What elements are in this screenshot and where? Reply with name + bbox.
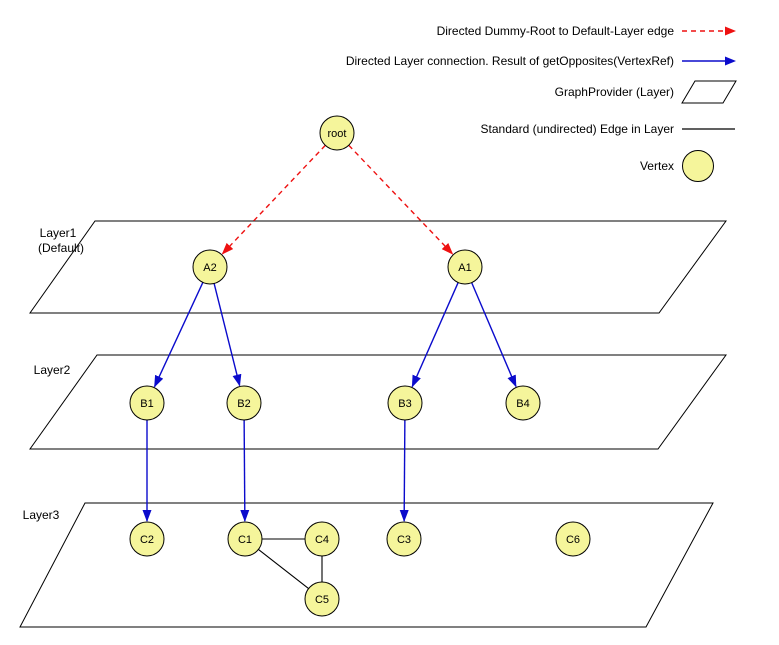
vertex-C1: [228, 522, 262, 556]
vertex-C2: [130, 522, 164, 556]
vertex-C5: [305, 582, 339, 616]
vertex-label-A1: A1: [458, 262, 472, 274]
vertex-C3: [387, 522, 421, 556]
vertex-root: [320, 116, 354, 150]
vertex-label-C3: C3: [396, 534, 412, 546]
vertex-label-C4: C4: [314, 534, 330, 546]
vertex-B2: [227, 386, 261, 420]
vertex-label-C6: C6: [565, 534, 581, 546]
edge-B2-C1: [244, 420, 245, 521]
layer-label-layer1: Layer1: [39, 226, 77, 240]
vertex-label-root: root: [327, 128, 347, 140]
edge-A1-B3: [412, 283, 458, 387]
vertex-A1: [448, 250, 482, 284]
layer-sublabel-layer1: (Default): [37, 241, 85, 255]
layer-label-layer2: Layer2: [33, 363, 71, 377]
vertex-label-C2: C2: [139, 534, 155, 546]
layer-shape-layer1: [30, 221, 726, 313]
vertex-label-C5: C5: [314, 594, 330, 606]
edge-root-A1: [349, 145, 453, 254]
vertex-C6: [556, 522, 590, 556]
legend-label-standard-edge: Standard (undirected) Edge in Layer: [480, 122, 674, 136]
edge-B3-C3: [404, 420, 405, 521]
vertex-label-C1: C1: [237, 534, 253, 546]
vertex-label-B2: B2: [237, 398, 251, 410]
vertex-label-A2: A2: [203, 262, 217, 274]
legend-label-graphprovider: GraphProvider (Layer): [554, 85, 674, 99]
legend-label-vertex: Vertex: [639, 159, 674, 173]
vertex-B4: [506, 386, 540, 420]
edge-A2-B1: [155, 282, 203, 386]
layer-label-layer3: Layer3: [22, 508, 60, 522]
edge-root-A2: [222, 145, 325, 254]
legend-label-layer-connection: Directed Layer connection. Result of getOpposites(VertexRef): [345, 54, 674, 68]
edge-A2-B2: [214, 283, 240, 385]
vertex-label-B3: B3: [398, 398, 412, 410]
layer-shape-layer3: [20, 503, 713, 627]
vertex-C4: [305, 522, 339, 556]
edge-A1-B4: [472, 283, 516, 387]
edge-C1-C5: [258, 549, 308, 588]
vertex-label-B4: B4: [516, 398, 530, 410]
vertex-B1: [130, 386, 164, 420]
vertex-B3: [388, 386, 422, 420]
legend-label-dummy-edge: Directed Dummy-Root to Default-Layer edge: [436, 24, 674, 38]
vertex-label-B1: B1: [140, 398, 154, 410]
vertex-A2: [193, 250, 227, 284]
